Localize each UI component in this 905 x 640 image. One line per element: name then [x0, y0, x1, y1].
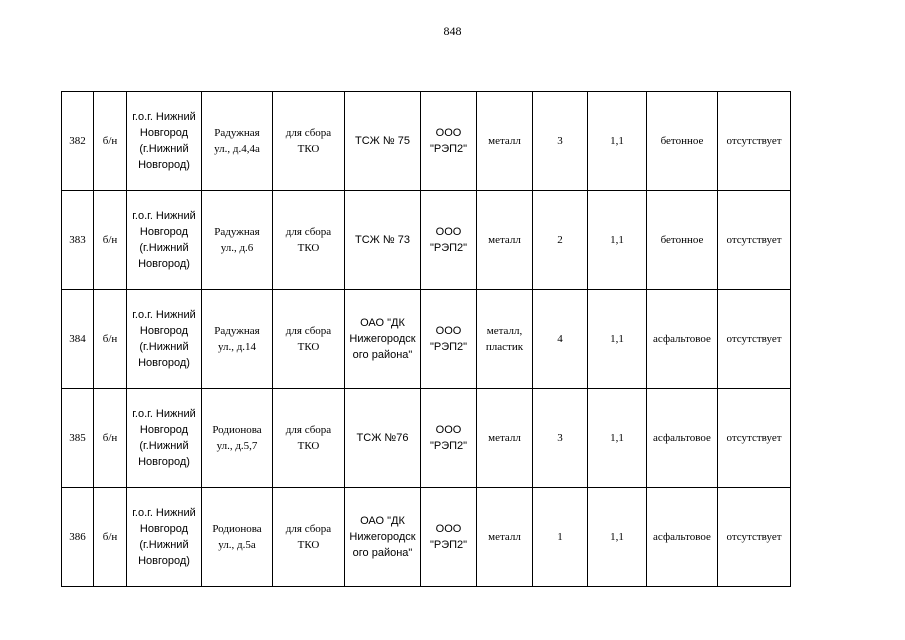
material-cell: металл [477, 92, 533, 191]
purpose-cell: для сбора ТКО [273, 488, 345, 587]
fence-cell: отсутствует [718, 191, 791, 290]
owner-cell: ОАО "ДК Нижегородск ого района" [345, 290, 421, 389]
page-number: 848 [443, 24, 462, 38]
purpose-cell: для сбора ТКО [273, 92, 345, 191]
district-cell: г.о.г. Нижний Новгород (г.Нижний Новгород) [127, 290, 202, 389]
row-number-cell: 383 [62, 191, 94, 290]
fence-cell: отсутствует [718, 290, 791, 389]
container-volume-cell: 1,1 [588, 488, 647, 587]
purpose-cell: для сбора ТКО [273, 191, 345, 290]
row-number-cell: 385 [62, 389, 94, 488]
registry-number-cell: б/н [94, 290, 127, 389]
purpose-cell: для сбора ТКО [273, 389, 345, 488]
address-cell: Радужная ул., д.6 [202, 191, 273, 290]
surface-cell: асфальтовое [647, 488, 718, 587]
owner-cell: ТСЖ № 73 [345, 191, 421, 290]
operator-cell: ООО "РЭП2" [421, 191, 477, 290]
surface-cell: бетонное [647, 92, 718, 191]
material-cell: металл, пластик [477, 290, 533, 389]
address-cell: Родионова ул., д.5а [202, 488, 273, 587]
district-cell: г.о.г. Нижний Новгород (г.Нижний Новгород) [127, 488, 202, 587]
container-count-cell: 4 [533, 290, 588, 389]
surface-cell: бетонное [647, 191, 718, 290]
container-volume-cell: 1,1 [588, 191, 647, 290]
fence-cell: отсутствует [718, 488, 791, 587]
district-cell: г.о.г. Нижний Новгород (г.Нижний Новгород) [127, 389, 202, 488]
material-cell: металл [477, 389, 533, 488]
table-row [62, 92, 791, 191]
purpose-cell: для сбора ТКО [273, 290, 345, 389]
operator-cell: ООО "РЭП2" [421, 389, 477, 488]
material-cell: металл [477, 191, 533, 290]
district-cell: г.о.г. Нижний Новгород (г.Нижний Новгород) [127, 92, 202, 191]
container-count-cell: 3 [533, 92, 588, 191]
container-volume-cell: 1,1 [588, 92, 647, 191]
container-count-cell: 3 [533, 389, 588, 488]
fence-cell: отсутствует [718, 389, 791, 488]
surface-cell: асфальтовое [647, 290, 718, 389]
registry-number-cell: б/н [94, 92, 127, 191]
district-cell: г.о.г. Нижний Новгород (г.Нижний Новгород) [127, 191, 202, 290]
container-count-cell: 1 [533, 488, 588, 587]
container-volume-cell: 1,1 [588, 290, 647, 389]
registry-number-cell: б/н [94, 488, 127, 587]
fence-cell: отсутствует [718, 92, 791, 191]
table-row [62, 488, 791, 587]
container-count-cell: 2 [533, 191, 588, 290]
registry-number-cell: б/н [94, 389, 127, 488]
surface-cell: асфальтовое [647, 389, 718, 488]
owner-cell: ОАО "ДК Нижегородск ого района" [345, 488, 421, 587]
registry-number-cell: б/н [94, 191, 127, 290]
operator-cell: ООО "РЭП2" [421, 290, 477, 389]
row-number-cell: 382 [62, 92, 94, 191]
owner-cell: ТСЖ №76 [345, 389, 421, 488]
address-cell: Радужная ул., д.14 [202, 290, 273, 389]
row-number-cell: 386 [62, 488, 94, 587]
operator-cell: ООО "РЭП2" [421, 92, 477, 191]
container-volume-cell: 1,1 [588, 389, 647, 488]
table-row [62, 290, 791, 389]
table-row [62, 191, 791, 290]
registry-table [61, 91, 791, 587]
owner-cell: ТСЖ № 75 [345, 92, 421, 191]
address-cell: Родионова ул., д.5,7 [202, 389, 273, 488]
row-number-cell: 384 [62, 290, 94, 389]
operator-cell: ООО "РЭП2" [421, 488, 477, 587]
table-row [62, 389, 791, 488]
address-cell: Радужная ул., д.4,4а [202, 92, 273, 191]
registry-body [62, 92, 791, 587]
material-cell: металл [477, 488, 533, 587]
